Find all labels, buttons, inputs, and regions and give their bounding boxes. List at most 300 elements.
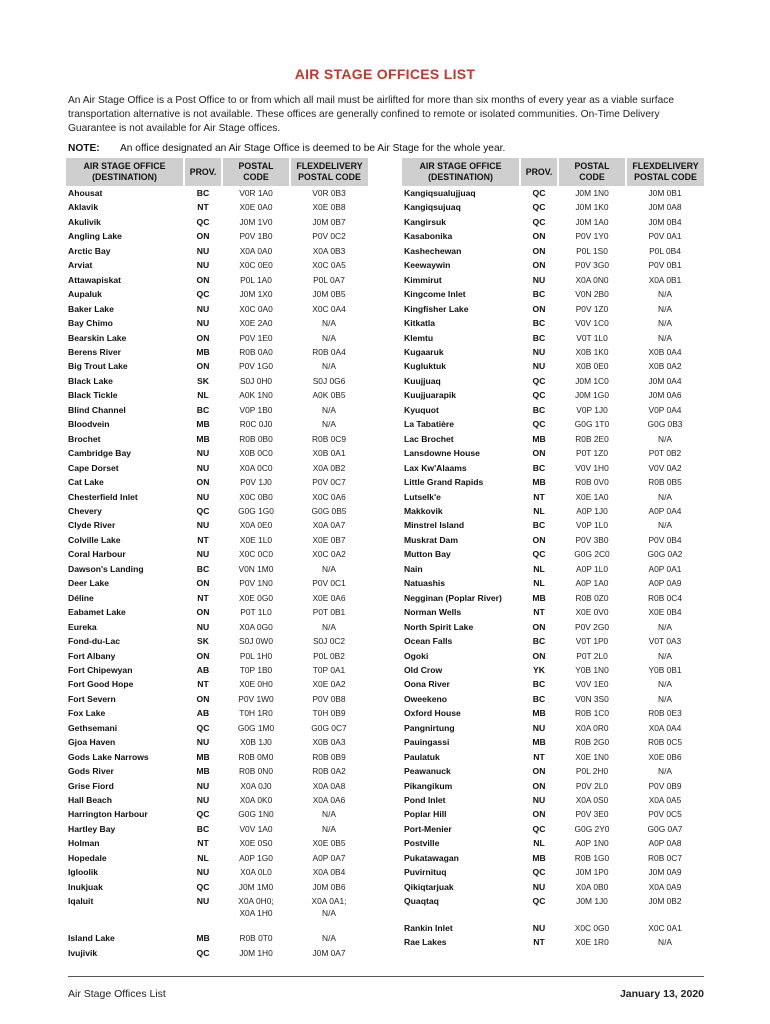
office-name: Kyuquot	[404, 404, 439, 415]
office-province: NU	[532, 361, 546, 372]
table-row	[66, 200, 368, 214]
flex-postal-code: G0G 0B5	[311, 505, 347, 516]
table-row	[66, 215, 368, 229]
table-row	[402, 258, 704, 272]
office-province: QC	[196, 505, 210, 516]
table-row	[66, 735, 368, 749]
flex-postal-code: N/A	[322, 809, 336, 820]
office-name: Igloolik	[68, 867, 99, 878]
table-row	[66, 403, 368, 417]
office-province: MB	[532, 592, 546, 603]
office-province: NU	[196, 318, 210, 329]
office-name: Oweekeno	[404, 693, 447, 704]
office-name: Aupaluk	[68, 289, 102, 300]
office-province: NU	[196, 896, 210, 907]
flex-postal-code: J0M 0B6	[312, 881, 346, 892]
flex-postal-code: X0A 0A8	[312, 780, 346, 791]
office-province: NL	[533, 578, 545, 589]
flex-postal-code: X0E 0A2	[312, 679, 346, 690]
office-name: Hopedale	[68, 852, 107, 863]
table-row	[402, 793, 704, 807]
postal-code: S0J 0W0	[239, 636, 273, 647]
footer-title: Air Stage Offices List	[68, 988, 166, 1000]
office-province: BC	[196, 188, 210, 198]
flex-postal-code: P0L 0B4	[649, 245, 681, 256]
office-name: Island Lake	[68, 933, 115, 944]
office-province: QC	[532, 867, 546, 878]
flex-postal-code: X0A 0B3	[312, 245, 346, 256]
office-province: MB	[532, 433, 546, 444]
office-province: NT	[533, 751, 545, 762]
office-name: Fond-du-Lac	[68, 636, 121, 647]
header-prov: PROV.	[520, 158, 558, 186]
office-province: QC	[532, 823, 546, 834]
header-postal-code: POSTAL CODE	[222, 158, 290, 186]
postal-code: R0B 0Z0	[575, 592, 609, 603]
office-province: ON	[196, 650, 210, 661]
office-name: Lansdowne House	[404, 448, 480, 459]
flex-postal-code: R0B 0C5	[648, 737, 682, 748]
office-name: Bearskin Lake	[68, 332, 127, 343]
flex-postal-code: X0E 0B5	[312, 838, 346, 849]
postal-code: P0V 1Y0	[575, 231, 609, 242]
table-row	[66, 779, 368, 793]
header-flex-postal-code: FLEXDELIVERY POSTAL CODE	[290, 158, 368, 186]
office-name: Attawapiskat	[68, 274, 122, 285]
postal-code: J0M 1P0	[575, 867, 609, 878]
office-province: NU	[196, 491, 210, 502]
table-row	[66, 273, 368, 287]
table-row	[66, 432, 368, 446]
office-province: NU	[196, 867, 210, 878]
table-row	[402, 359, 704, 373]
flex-postal-code: P0L 0A7	[313, 274, 345, 285]
flex-postal-code: R0B 0A2	[312, 766, 346, 777]
flex-postal-code: X0A 0A7	[312, 520, 346, 531]
table-row	[66, 287, 368, 301]
office-province: BC	[532, 404, 546, 415]
flex-postal-code: N/A	[658, 679, 672, 690]
table-row	[402, 461, 704, 475]
table-row	[402, 649, 704, 663]
table-row	[402, 735, 704, 749]
flex-postal-code: N/A	[322, 361, 336, 372]
office-name: Lac Brochet	[404, 433, 454, 444]
office-province: BC	[196, 404, 210, 415]
office-province: NL	[197, 390, 209, 401]
office-province: NU	[532, 795, 546, 806]
office-province: SK	[197, 375, 209, 386]
table-row	[402, 504, 704, 518]
flex-postal-code: P0T 0B1	[312, 607, 346, 618]
table-row	[66, 518, 368, 532]
table-row	[402, 446, 704, 460]
office-name: Oona River	[404, 679, 450, 690]
table-row	[66, 822, 368, 836]
office-name: Cape Dorset	[68, 462, 119, 473]
postal-code: V0T 1P0	[575, 636, 609, 647]
postal-code: V0P 1J0	[576, 404, 608, 415]
flex-postal-code: N/A	[658, 433, 672, 444]
office-province: QC	[196, 216, 210, 227]
office-province: QC	[196, 289, 210, 300]
table-row	[402, 677, 704, 691]
table-row	[402, 935, 704, 949]
office-province: QC	[532, 419, 546, 430]
office-name: Kangiqsujuaq	[404, 202, 461, 213]
table-row	[402, 273, 704, 287]
table-row	[66, 793, 368, 807]
office-province: ON	[532, 534, 546, 545]
flex-postal-code: N/A	[658, 332, 672, 343]
office-name: Bay Chimo	[68, 318, 113, 329]
postal-code: X0E 1L0	[239, 534, 273, 545]
postal-code: X0B 0C0	[239, 448, 273, 459]
table-row	[66, 490, 368, 504]
table-row	[402, 518, 704, 532]
postal-code: V0N 2B0	[575, 289, 609, 300]
table-row	[402, 533, 704, 547]
postal-code: A0P 1L0	[576, 563, 608, 574]
office-name: Kitkatla	[404, 318, 436, 329]
office-name: Kangiqsualujjuaq	[404, 188, 476, 198]
office-province: ON	[532, 780, 546, 791]
office-province: NU	[532, 881, 546, 892]
office-province: AB	[196, 708, 210, 719]
office-name: Ivujivik	[68, 947, 98, 958]
postal-code: X0A 0H0; X0A 1H0	[238, 896, 274, 919]
office-name: Ogoki	[404, 650, 429, 661]
office-name: Inukjuak	[68, 881, 103, 892]
table-row	[402, 807, 704, 821]
office-name: Chesterfield Inlet	[68, 491, 138, 502]
flex-postal-code: X0E 0A6	[312, 592, 346, 603]
office-province: BC	[196, 563, 210, 574]
office-province: ON	[532, 245, 546, 256]
postal-code: R0B 2E0	[575, 433, 609, 444]
flex-postal-code: X0C 0A5	[312, 260, 346, 271]
table-row	[402, 302, 704, 316]
table-row	[402, 663, 704, 677]
office-province: MB	[196, 933, 210, 944]
table-row	[66, 229, 368, 243]
spacer-row	[402, 909, 704, 921]
header-postal-code: POSTAL CODE	[558, 158, 626, 186]
flex-postal-code: J0M 0B5	[312, 289, 346, 300]
postal-code: X0B 1K0	[575, 346, 609, 357]
office-name: North Spirit Lake	[404, 621, 474, 632]
table-row	[66, 331, 368, 345]
flex-postal-code: J0M 0A4	[648, 375, 682, 386]
office-name: Dawson's Landing	[68, 563, 144, 574]
office-name: Colville Lake	[68, 534, 121, 545]
flex-postal-code: P0V 0C1	[312, 578, 346, 589]
office-province: NU	[532, 722, 546, 733]
postal-code: X0E 0A0	[239, 202, 273, 213]
table-row	[66, 851, 368, 865]
flex-postal-code: P0V 0C2	[312, 231, 346, 242]
office-name: Fort Albany	[68, 650, 116, 661]
postal-code: P0T 1L0	[240, 607, 272, 618]
office-name: Pauingassi	[404, 737, 450, 748]
flex-postal-code: X0A 0A6	[312, 795, 346, 806]
table-row	[402, 215, 704, 229]
flex-postal-code: P0V 0C5	[648, 809, 682, 820]
table-row	[66, 244, 368, 258]
postal-code: X0C 0G0	[574, 922, 610, 933]
office-name: Paulatuk	[404, 751, 440, 762]
postal-code: X0C 0A0	[239, 303, 273, 314]
office-province: ON	[532, 621, 546, 632]
footer-date: January 13, 2020	[619, 988, 704, 1000]
office-province: ON	[196, 578, 210, 589]
office-name: Déline	[68, 592, 94, 603]
flex-postal-code: N/A	[322, 332, 336, 343]
office-name: Arctic Bay	[68, 245, 111, 256]
postal-code: X0A 0C0	[239, 462, 273, 473]
table-row	[402, 200, 704, 214]
postal-code: J0M 1A0	[575, 216, 609, 227]
postal-code: X0A 0J0	[240, 780, 272, 791]
office-name: Kasabonika	[404, 231, 453, 242]
office-province: NL	[533, 838, 545, 849]
office-name: Holman	[68, 838, 100, 849]
table-row	[66, 533, 368, 547]
table-row	[66, 663, 368, 677]
office-province: NL	[533, 505, 545, 516]
table-row	[66, 504, 368, 518]
office-name: Black Lake	[68, 375, 113, 386]
postal-code: P0V 3B0	[575, 534, 609, 545]
office-province: NU	[196, 520, 210, 531]
office-province: BC	[532, 318, 546, 329]
office-name: Quaqtaq	[404, 896, 439, 907]
office-name: Makkovik	[404, 505, 443, 516]
flex-postal-code: N/A	[658, 621, 672, 632]
postal-code: G0G 2Y0	[574, 823, 610, 834]
postal-code: X0E 0S0	[239, 838, 273, 849]
office-province: ON	[196, 361, 210, 372]
flex-postal-code: X0A 0B2	[312, 462, 346, 473]
table-row	[402, 706, 704, 720]
office-name: Kingcome Inlet	[404, 289, 466, 300]
office-province: NU	[196, 448, 210, 459]
office-province: NT	[197, 592, 209, 603]
office-name: Nain	[404, 563, 423, 574]
flex-postal-code: P0V 0B8	[312, 693, 346, 704]
flex-postal-code: X0C 0A6	[312, 491, 346, 502]
postal-code: R0B 1C0	[575, 708, 609, 719]
office-name: Eabamet Lake	[68, 607, 126, 618]
office-name: Kugluktuk	[404, 361, 447, 372]
table-row	[402, 186, 704, 200]
office-province: BC	[532, 462, 546, 473]
office-province: NT	[197, 534, 209, 545]
table-row	[402, 721, 704, 735]
flex-postal-code: V0T 0A3	[648, 636, 682, 647]
table-row	[402, 345, 704, 359]
office-name: Muskrat Dam	[404, 534, 458, 545]
office-province: MB	[196, 346, 210, 357]
office-name: Minstrel Island	[404, 520, 465, 531]
postal-code: X0E 2A0	[239, 318, 273, 329]
office-province: BC	[532, 693, 546, 704]
flex-postal-code: X0C 0A4	[312, 303, 346, 314]
office-province: ON	[532, 448, 546, 459]
office-name: Deer Lake	[68, 578, 110, 589]
office-name: Hall Beach	[68, 795, 112, 806]
office-name: Pukatawagan	[404, 852, 459, 863]
office-name: Kangirsuk	[404, 216, 447, 227]
office-name: Chevery	[68, 505, 102, 516]
flex-postal-code: A0P 0A1	[648, 563, 682, 574]
postal-code: P0V 1Z0	[575, 303, 609, 314]
office-province: QC	[196, 809, 210, 820]
postal-code: G0G 1G0	[238, 505, 274, 516]
table-row	[402, 388, 704, 402]
flex-postal-code: J0M 0A9	[648, 867, 682, 878]
flex-postal-code: N/A	[658, 650, 672, 661]
table-row	[66, 605, 368, 619]
postal-code: V0T 1L0	[576, 332, 608, 343]
postal-code: R0B 0T0	[239, 933, 273, 944]
table-row	[66, 359, 368, 373]
office-name: Kingfisher Lake	[404, 303, 469, 314]
postal-code: X0A 0K0	[239, 795, 273, 806]
table-row	[402, 374, 704, 388]
postal-code: V0V 1A0	[239, 823, 273, 834]
postal-code: J0M 1M0	[238, 881, 274, 892]
flex-postal-code: X0B 0A1	[312, 448, 346, 459]
office-province: SK	[197, 636, 209, 647]
table-row	[402, 692, 704, 706]
table-row	[66, 677, 368, 691]
office-name: Aklavik	[68, 202, 99, 213]
table-row	[66, 750, 368, 764]
postal-code: V0V 1H0	[575, 462, 609, 473]
flex-postal-code: X0A 0A1; N/A	[311, 896, 347, 919]
office-province: NU	[196, 245, 210, 256]
flex-postal-code: X0A 0A4	[648, 722, 682, 733]
office-name: Lutselk'e	[404, 491, 441, 502]
office-province: ON	[532, 650, 546, 661]
flex-postal-code: A0P 0A9	[648, 578, 682, 589]
postal-code: J0M 1V0	[239, 216, 273, 227]
table-row	[402, 490, 704, 504]
flex-postal-code: X0A 0B1	[648, 274, 682, 285]
table-row	[402, 562, 704, 576]
flex-postal-code: R0B 0B5	[648, 477, 682, 488]
office-name: Ahousat	[68, 188, 103, 198]
postal-code: P0V 2L0	[575, 780, 609, 791]
office-province: QC	[532, 188, 546, 198]
flex-postal-code: N/A	[322, 419, 336, 430]
table-row	[402, 432, 704, 446]
postal-code: A0K 1N0	[239, 390, 273, 401]
table-row	[66, 620, 368, 634]
office-name: Fort Good Hope	[68, 679, 134, 690]
office-name: Arviat	[68, 260, 93, 271]
flex-postal-code: N/A	[322, 404, 336, 415]
office-name: Ocean Falls	[404, 636, 453, 647]
postal-code: R0B 1G0	[574, 852, 610, 863]
postal-code: P0V 3E0	[575, 809, 609, 820]
postal-code: X0E 1R0	[575, 937, 609, 948]
office-name: Cat Lake	[68, 477, 104, 488]
spacer-row	[66, 919, 368, 931]
postal-code: P0T 1Z0	[576, 448, 608, 459]
postal-code: V0P 1L0	[576, 520, 608, 531]
postal-code: A0P 1J0	[576, 505, 608, 516]
flex-postal-code: X0E 0B4	[648, 607, 682, 618]
table-row	[402, 316, 704, 330]
flex-postal-code: X0C 0A2	[312, 549, 346, 560]
table-row	[402, 403, 704, 417]
postal-code: Y0B 1N0	[575, 664, 609, 675]
table-row	[402, 822, 704, 836]
office-name: Gods Lake Narrows	[68, 751, 149, 762]
flex-postal-code: N/A	[322, 823, 336, 834]
table-row	[66, 461, 368, 475]
table-row	[402, 880, 704, 894]
office-province: ON	[196, 332, 210, 343]
office-province: ON	[532, 809, 546, 820]
table-row	[66, 807, 368, 821]
office-name: Negginan (Poplar River)	[404, 592, 502, 603]
postal-code: J0M 1J0	[576, 896, 608, 907]
postal-code: A0P 1A0	[575, 578, 609, 589]
flex-postal-code: G0G 0C7	[311, 722, 347, 733]
office-province: QC	[532, 202, 546, 213]
table-row	[66, 345, 368, 359]
table-row	[66, 186, 368, 200]
postal-code: T0H 1R0	[239, 708, 273, 719]
office-province: NT	[197, 679, 209, 690]
office-name: Mutton Bay	[404, 549, 451, 560]
office-name: Iqaluit	[68, 896, 94, 907]
office-province: NT	[533, 607, 545, 618]
flex-postal-code: P0V 0A1	[648, 231, 682, 242]
flex-postal-code: P0V 0B1	[648, 260, 682, 271]
postal-code: S0J 0H0	[239, 375, 273, 386]
office-name: Keewaywin	[404, 260, 451, 271]
postal-code: P0V 1G0	[239, 361, 273, 372]
postal-code: P0L 1H0	[239, 650, 273, 661]
table-row	[402, 547, 704, 561]
table-row	[66, 706, 368, 720]
office-province: QC	[532, 216, 546, 227]
flex-postal-code: Y0B 0B1	[648, 664, 682, 675]
office-province: ON	[196, 231, 210, 242]
postal-code: X0A 0R0	[575, 722, 609, 733]
office-name: Rae Lakes	[404, 937, 447, 948]
flex-postal-code: J0M 0B1	[648, 188, 682, 198]
postal-code: A0P 1G0	[239, 852, 273, 863]
flex-postal-code: G0G 0A2	[647, 549, 683, 560]
table-row	[66, 894, 368, 919]
office-name: Natuashis	[404, 578, 446, 589]
table-row	[66, 417, 368, 431]
office-province: QC	[196, 947, 210, 958]
table-row	[402, 779, 704, 793]
postal-code: P0L 1S0	[576, 245, 608, 256]
office-name: Puvirnituq	[404, 867, 447, 878]
office-province: NU	[196, 737, 210, 748]
postal-code: P0V 1W0	[238, 693, 274, 704]
office-name: Grise Fiord	[68, 780, 114, 791]
office-province: AB	[196, 664, 210, 675]
office-province: QC	[532, 549, 546, 560]
